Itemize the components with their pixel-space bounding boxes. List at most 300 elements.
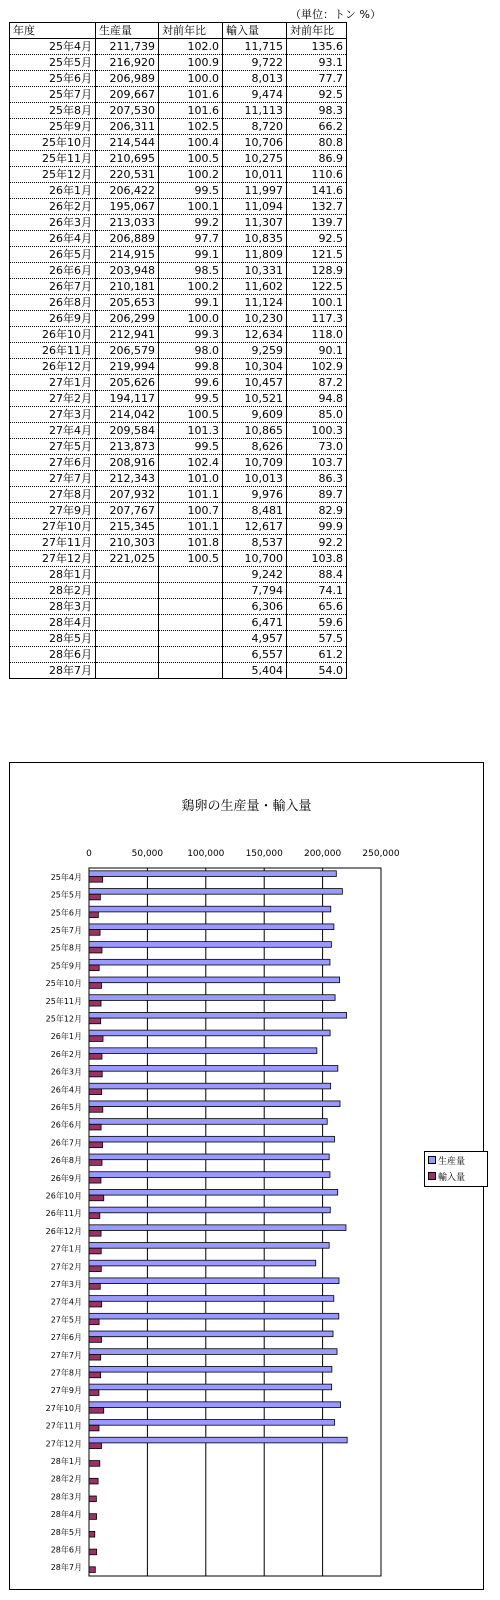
cell-import: 9,474 [223,87,287,103]
y-tick-label: 25年8月 [50,943,82,953]
bar-production [89,1260,316,1266]
table-row [10,471,347,487]
bar-production [89,1172,330,1178]
cell-month: 26年9月 [10,311,96,327]
cell-production-ratio: 99.1 [159,295,223,311]
table-row [10,167,347,183]
cell-import-ratio: 132.7 [287,199,347,215]
table-row [10,135,347,151]
cell-month: 26年7月 [10,279,96,295]
cell-month: 25年4月 [10,39,96,55]
cell-import-ratio: 121.5 [287,247,347,263]
table-row [10,263,347,279]
bar-production [89,1437,347,1443]
chart-title: 鶏卵の生産量・輸入量 [181,799,312,814]
cell-production: 207,767 [96,503,159,519]
cell-import-ratio: 82.9 [287,503,347,519]
bar-import [89,894,100,900]
cell-month: 27年8月 [10,487,96,503]
cell-month: 25年6月 [10,71,96,87]
unit-note: （単位：トン %） [290,8,381,21]
cell-production-ratio [159,631,223,647]
cell-import: 9,722 [223,55,287,71]
bar-import [89,1107,103,1113]
legend-item-import [425,1168,487,1184]
cell-import-ratio: 128.9 [287,263,347,279]
x-tick-label: 250,000 [362,849,400,859]
cell-month: 26年2月 [10,199,96,215]
cell-production-ratio [159,647,223,663]
cell-import: 12,634 [223,327,287,343]
cell-month: 26年5月 [10,247,96,263]
cell-production: 209,584 [96,423,159,439]
bar-import [89,1284,100,1290]
table-row [10,455,347,471]
cell-import: 11,602 [223,279,287,295]
cell-production-ratio: 100.2 [159,167,223,183]
cell-production: 211,739 [96,39,159,55]
cell-production: 213,033 [96,215,159,231]
cell-production: 216,920 [96,55,159,71]
cell-import-ratio: 102.9 [287,359,347,375]
y-tick-label: 27年12月 [45,1439,82,1449]
cell-month: 28年4月 [10,615,96,631]
bar-production [89,1349,337,1355]
cell-import: 7,794 [223,583,287,599]
y-tick-label: 26年8月 [50,1156,82,1166]
y-tick-label: 28年7月 [50,1563,82,1573]
cell-production: 206,311 [96,119,159,135]
y-tick-label: 25年7月 [50,925,82,935]
cell-production-ratio: 100.4 [159,135,223,151]
cell-import-ratio: 135.6 [287,39,347,55]
x-tick-label: 0 [86,849,92,859]
y-tick-label: 26年5月 [50,1102,82,1112]
bar-production [89,889,342,895]
cell-import-ratio: 92.5 [287,231,347,247]
bar-import [89,947,102,953]
cell-month: 27年9月 [10,503,96,519]
y-tick-label: 27年11月 [45,1421,82,1431]
x-tick-label: 50,000 [131,849,164,859]
cell-import: 10,835 [223,231,287,247]
cell-import-ratio: 94.8 [287,391,347,407]
y-tick-label: 26年9月 [50,1173,82,1183]
table-row [10,567,347,583]
y-tick-label: 27年1月 [50,1244,82,1254]
cell-import-ratio: 66.2 [287,119,347,135]
cell-production-ratio: 97.7 [159,231,223,247]
cell-month: 26年3月 [10,215,96,231]
cell-production: 207,530 [96,103,159,119]
y-tick-label: 25年9月 [50,961,82,971]
cell-production: 206,989 [96,71,159,87]
cell-production: 210,695 [96,151,159,167]
cell-import-ratio: 86.9 [287,151,347,167]
chart-legend [424,1151,488,1187]
cell-import: 9,242 [223,567,287,583]
cell-import-ratio: 80.8 [287,135,347,151]
bar-production [89,1225,346,1231]
bar-import [89,983,102,989]
cell-production [96,599,159,615]
table-row [10,599,347,615]
y-tick-label: 28年6月 [50,1545,82,1555]
bar-import [89,1390,99,1396]
bar-production [89,1402,341,1408]
cell-month: 27年4月 [10,423,96,439]
bar-production [89,959,330,965]
x-tick-label: 200,000 [303,849,342,859]
cell-import-ratio: 110.6 [287,167,347,183]
cell-production-ratio: 100.0 [159,71,223,87]
cell-import: 11,113 [223,103,287,119]
cell-production-ratio: 98.5 [159,263,223,279]
cell-import-ratio: 141.6 [287,183,347,199]
cell-production [96,647,159,663]
bar-import [89,1478,98,1484]
y-tick-label: 27年5月 [50,1315,82,1325]
cell-production-ratio: 99.2 [159,215,223,231]
cell-import-ratio: 100.3 [287,423,347,439]
cell-month: 28年5月 [10,631,96,647]
y-tick-label: 26年12月 [45,1226,82,1236]
cell-month: 27年1月 [10,375,96,391]
cell-import: 10,457 [223,375,287,391]
cell-month: 26年8月 [10,295,96,311]
bar-import [89,1301,102,1307]
cell-month: 25年9月 [10,119,96,135]
cell-production: 214,915 [96,247,159,263]
table-row [10,535,347,551]
cell-month: 27年12月 [10,551,96,567]
cell-production: 213,873 [96,439,159,455]
y-tick-label: 28年2月 [50,1474,82,1484]
cell-production: 215,345 [96,519,159,535]
bar-production [89,1048,317,1054]
header-import-ratio: 対前年比 [287,23,347,39]
bar-production [89,1366,332,1372]
cell-import-ratio: 65.6 [287,599,347,615]
bar-production [89,1154,329,1160]
bar-import [89,1213,100,1219]
bar-import [89,1071,102,1077]
cell-production-ratio [159,663,223,679]
legend-label-import: 輸入量 [438,1172,466,1183]
y-tick-label: 25年5月 [50,890,82,900]
bar-production [89,995,335,1001]
bar-import [89,1000,101,1006]
bar-import [89,1248,101,1254]
bar-import [89,1425,99,1431]
table-row [10,119,347,135]
cell-import: 10,709 [223,455,287,471]
cell-month: 25年5月 [10,55,96,71]
cell-import-ratio: 92.5 [287,87,347,103]
table-row [10,631,347,647]
cell-month: 27年7月 [10,471,96,487]
cell-import-ratio: 74.1 [287,583,347,599]
bar-production [89,1119,327,1125]
bar-import [89,1354,101,1360]
cell-import: 11,094 [223,199,287,215]
cell-production: 194,117 [96,391,159,407]
table-row [10,391,347,407]
table-row [10,327,347,343]
y-tick-label: 27年3月 [50,1279,82,1289]
cell-import-ratio: 117.3 [287,311,347,327]
cell-month: 25年12月 [10,167,96,183]
cell-import: 9,976 [223,487,287,503]
cell-month: 27年3月 [10,407,96,423]
cell-production: 195,067 [96,199,159,215]
cell-import-ratio: 139.7 [287,215,347,231]
cell-import-ratio: 57.5 [287,631,347,647]
cell-month: 28年6月 [10,647,96,663]
y-tick-label: 25年6月 [50,908,82,918]
cell-month: 26年11月 [10,343,96,359]
cell-import-ratio: 90.1 [287,343,347,359]
cell-import: 6,557 [223,647,287,663]
cell-import: 8,481 [223,503,287,519]
cell-import: 10,331 [223,263,287,279]
cell-import: 11,124 [223,295,287,311]
bar-production [89,1101,340,1107]
bar-import [89,1372,101,1378]
plot-area [89,868,381,1576]
cell-production: 206,299 [96,311,159,327]
header-production: 生産量 [96,23,159,39]
y-tick-label: 25年12月 [45,1014,82,1024]
cell-production: 207,932 [96,487,159,503]
cell-import-ratio: 100.1 [287,295,347,311]
cell-production: 212,343 [96,471,159,487]
cell-production-ratio: 101.8 [159,535,223,551]
y-tick-label: 26年3月 [50,1067,82,1077]
table-row [10,215,347,231]
bar-import [89,1018,101,1024]
cell-production: 205,653 [96,295,159,311]
cell-production-ratio: 99.3 [159,327,223,343]
table-row [10,279,347,295]
table-row [10,583,347,599]
cell-import-ratio: 88.4 [287,567,347,583]
table-row [10,199,347,215]
cell-production-ratio: 101.1 [159,487,223,503]
cell-import: 10,304 [223,359,287,375]
table-row [10,439,347,455]
table-row [10,71,347,87]
cell-production: 205,626 [96,375,159,391]
table-row [10,103,347,119]
cell-import-ratio: 118.0 [287,327,347,343]
cell-import: 10,521 [223,391,287,407]
bar-production [89,1189,338,1195]
cell-production-ratio: 100.5 [159,551,223,567]
chart-frame [9,762,484,1590]
table-row [10,375,347,391]
cell-production-ratio: 102.5 [159,119,223,135]
y-tick-label: 28年5月 [50,1527,82,1537]
table-row [10,487,347,503]
bar-production [89,924,334,930]
x-tick-label: 150,000 [245,849,283,859]
cell-production-ratio: 101.0 [159,471,223,487]
cell-production-ratio [159,599,223,615]
cell-import-ratio: 73.0 [287,439,347,455]
bar-production [89,977,340,983]
cell-import: 10,700 [223,551,287,567]
cell-production: 206,579 [96,343,159,359]
cell-import: 11,307 [223,215,287,231]
y-tick-label: 26年4月 [50,1085,82,1095]
bar-import [89,1319,99,1325]
cell-import: 8,537 [223,535,287,551]
y-tick-label: 26年10月 [45,1191,82,1201]
bar-import [89,1230,101,1236]
header-production-ratio: 対前年比 [159,23,223,39]
cell-import-ratio: 59.6 [287,615,347,631]
cell-import: 6,471 [223,615,287,631]
header-import: 輸入量 [223,23,287,39]
bar-import [89,1531,95,1537]
cell-production-ratio [159,567,223,583]
y-tick-label: 28年3月 [50,1492,82,1502]
legend-item-production [425,1152,487,1168]
cell-production-ratio: 99.5 [159,183,223,199]
cell-import: 9,259 [223,343,287,359]
cell-production-ratio: 102.0 [159,39,223,55]
cell-month: 25年8月 [10,103,96,119]
bar-import [89,1036,103,1042]
legend-label-production: 生産量 [438,1156,466,1167]
y-tick-label: 28年1月 [50,1456,82,1466]
cell-production: 208,916 [96,455,159,471]
y-tick-label: 27年10月 [45,1403,82,1413]
cell-import-ratio: 93.1 [287,55,347,71]
table-row [10,551,347,567]
cell-import: 9,609 [223,407,287,423]
table-row [10,503,347,519]
cell-month: 26年10月 [10,327,96,343]
y-tick-label: 27年8月 [50,1368,82,1378]
table-row [10,615,347,631]
table-row [10,247,347,263]
cell-month: 28年2月 [10,583,96,599]
cell-production: 214,042 [96,407,159,423]
cell-production: 210,181 [96,279,159,295]
bar-production [89,1278,339,1284]
bar-import [89,965,99,971]
cell-production: 220,531 [96,167,159,183]
cell-import-ratio: 89.7 [287,487,347,503]
cell-production: 219,994 [96,359,159,375]
bar-production [89,1243,329,1249]
cell-import-ratio: 99.9 [287,519,347,535]
cell-import: 4,957 [223,631,287,647]
bar-production [89,1296,334,1302]
cell-month: 27年11月 [10,535,96,551]
cell-production-ratio: 98.0 [159,343,223,359]
table-row [10,151,347,167]
cell-production: 221,025 [96,551,159,567]
table-row [10,183,347,199]
cell-production-ratio: 99.5 [159,391,223,407]
cell-import: 10,706 [223,135,287,151]
table-row [10,359,347,375]
table-row [10,55,347,71]
bar-production [89,906,331,912]
cell-import-ratio: 61.2 [287,647,347,663]
cell-month: 28年3月 [10,599,96,615]
y-tick-label: 25年4月 [50,872,82,882]
cell-production [96,567,159,583]
y-tick-label: 27年4月 [50,1297,82,1307]
cell-production: 206,422 [96,183,159,199]
table-header-row [10,23,347,39]
cell-import: 10,865 [223,423,287,439]
bar-import [89,1567,95,1573]
bar-import [89,1337,102,1343]
cell-import-ratio: 77.7 [287,71,347,87]
cell-month: 27年6月 [10,455,96,471]
y-tick-label: 26年6月 [50,1120,82,1130]
bar-import [89,930,100,936]
cell-import-ratio: 103.7 [287,455,347,471]
legend-swatch-production [428,1156,436,1164]
y-tick-label: 26年11月 [45,1209,82,1219]
cell-production [96,615,159,631]
x-tick-label: 100,000 [187,849,225,859]
legend-swatch-import [428,1172,436,1180]
cell-production-ratio: 99.6 [159,375,223,391]
cell-production: 212,941 [96,327,159,343]
cell-production-ratio: 100.5 [159,151,223,167]
bar-production [89,1136,334,1142]
cell-production: 206,889 [96,231,159,247]
cell-import: 12,617 [223,519,287,535]
cell-production-ratio: 100.1 [159,199,223,215]
cell-month: 28年7月 [10,663,96,679]
bar-import [89,1089,102,1095]
table-row [10,87,347,103]
bar-import [89,1142,103,1148]
cell-production-ratio: 101.3 [159,423,223,439]
cell-import-ratio: 98.3 [287,103,347,119]
table-row [10,343,347,359]
table-row [10,647,347,663]
cell-import: 6,306 [223,599,287,615]
cell-production-ratio [159,615,223,631]
cell-import: 11,997 [223,183,287,199]
cell-month: 27年2月 [10,391,96,407]
cell-import-ratio: 54.0 [287,663,347,679]
cell-month: 26年1月 [10,183,96,199]
cell-month: 25年11月 [10,151,96,167]
cell-import: 10,013 [223,471,287,487]
bar-import [89,1549,97,1555]
cell-import-ratio: 87.2 [287,375,347,391]
bar-production [89,1384,332,1390]
cell-month: 27年5月 [10,439,96,455]
bar-production [89,1420,335,1426]
table-row [10,39,347,55]
cell-production-ratio: 100.9 [159,55,223,71]
cell-production-ratio: 101.6 [159,87,223,103]
bar-import [89,1514,97,1520]
header-month: 年度 [10,23,96,39]
cell-production-ratio: 100.0 [159,311,223,327]
